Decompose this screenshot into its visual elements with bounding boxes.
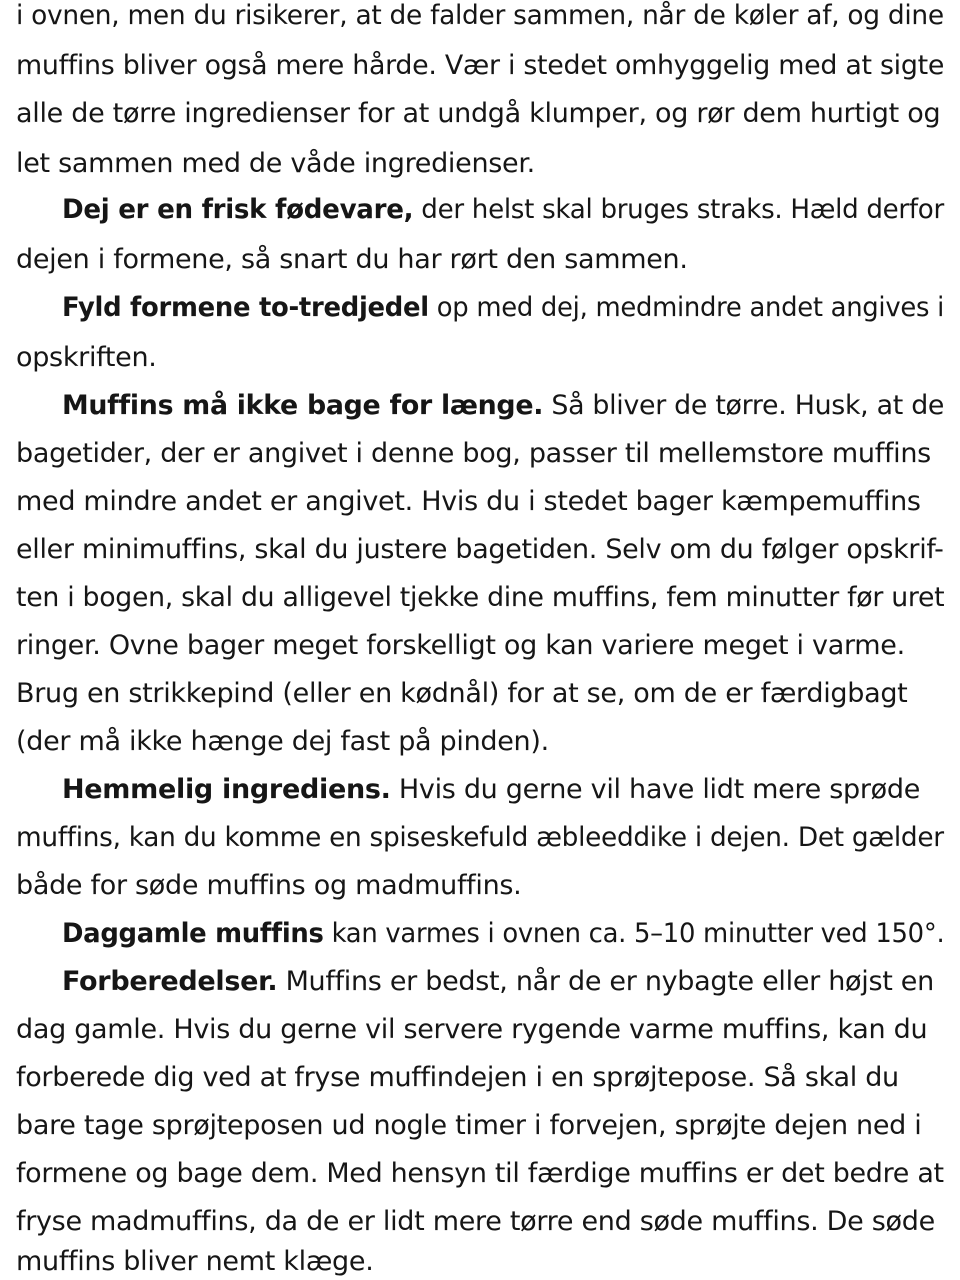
text-run: (der må ikke hænge dej fast på pinden). <box>16 726 549 757</box>
text-line <box>16 632 905 659</box>
text-line <box>16 344 157 371</box>
text-line <box>62 776 920 803</box>
text-line <box>16 1248 373 1275</box>
text-line <box>16 680 907 707</box>
text-run: forberede dig ved at fryse muffindejen i en sprøjtepose. Så skal du <box>16 1062 899 1093</box>
text-line <box>62 920 944 947</box>
text-run: med mindre andet er angivet. Hvis du i stedet bager kæmpemuffins <box>16 486 921 517</box>
text-line <box>16 1112 922 1139</box>
text-run: i ovnen, men du risikerer, at de falder sammen, når de køler af, og dine <box>16 0 944 31</box>
text-line <box>16 824 944 851</box>
text-line <box>16 52 944 79</box>
bold-run-heading: Hemmelig ingrediens. <box>62 774 391 805</box>
text-line <box>16 100 940 127</box>
text-run: ringer. Ovne bager meget forskelligt og kan variere meget i varme. <box>16 630 905 661</box>
text-run: bagetider, der er angivet i denne bog, passer til mellemstore muffins <box>16 438 931 469</box>
bold-run-heading: Daggamle muffins <box>62 918 324 949</box>
bold-run-heading: Dej er en frisk fødevare, <box>62 194 414 225</box>
text-line <box>62 392 944 419</box>
text-run: fryse madmuffins, da de er lidt mere tørre end søde muffins. De søde <box>16 1206 935 1237</box>
text-line <box>16 728 549 755</box>
text-run: formene og bage dem. Med hensyn til færdige muffins er det bedre at <box>16 1158 944 1189</box>
text-line <box>16 536 944 563</box>
text-line <box>16 488 921 515</box>
text-run: dejen i formene, så snart du har rørt den sammen. <box>16 244 688 275</box>
text-line <box>16 872 521 899</box>
text-run: Så bliver de tørre. Husk, at de <box>543 390 945 421</box>
bold-run-heading: Muffins må ikke bage for længe. <box>62 390 544 421</box>
text-line <box>16 584 944 611</box>
text-run: alle de tørre ingredienser for at undgå klumper, og rør dem hurtigt og <box>16 98 941 129</box>
text-run: dag gamle. Hvis du gerne vil servere rygende varme muffins, kan du <box>16 1014 928 1045</box>
text-run: ten i bogen, skal du alligevel tjekke dine muffins, fem minutter før uret <box>16 582 945 613</box>
text-run: muffins bliver også mere hårde. Vær i stedet omhyggelig med at sigte <box>16 50 945 81</box>
text-run: der helst skal bruges straks. Hæld derfor <box>413 194 944 225</box>
text-line <box>62 196 944 223</box>
text-run: muffins, kan du komme en spiseskefuld æbleeddike i dejen. Det gælder <box>16 822 944 853</box>
text-run: Muffins er bedst, når de er nybagte eller højst en <box>277 966 934 997</box>
text-line <box>16 440 931 467</box>
text-line <box>62 968 934 995</box>
text-run: bare tage sprøjteposen ud nogle timer i forvejen, sprøjte dejen ned i <box>16 1110 922 1141</box>
text-run: opskriften. <box>16 342 157 373</box>
bold-run-heading: Forberedelser. <box>62 966 278 997</box>
bold-run-heading: Fyld formene to-tredjedel <box>62 292 429 323</box>
text-line <box>16 246 688 273</box>
text-line <box>16 1208 935 1235</box>
text-run: muffins bliver nemt klæge. <box>16 1246 374 1277</box>
text-run: både for søde muffins og madmuffins. <box>16 870 522 901</box>
text-line <box>16 2 944 29</box>
text-line <box>16 1160 944 1187</box>
text-line <box>62 294 944 321</box>
text-line <box>16 150 535 177</box>
text-run: eller minimuffins, skal du justere bagetiden. Selv om du følger opskrif- <box>16 534 944 565</box>
text-run: Brug en strikkepind (eller en kødnål) for at se, om de er færdigbagt <box>16 678 908 709</box>
text-line <box>16 1016 927 1043</box>
text-run: op med dej, medmindre andet angives i <box>428 292 944 323</box>
text-line <box>16 1064 899 1091</box>
text-run: Hvis du gerne vil have lidt mere sprøde <box>390 774 921 805</box>
text-run: let sammen med de våde ingredienser. <box>16 148 535 179</box>
text-run: kan varmes i ovnen ca. 5–10 minutter ved 150°. <box>323 918 945 949</box>
